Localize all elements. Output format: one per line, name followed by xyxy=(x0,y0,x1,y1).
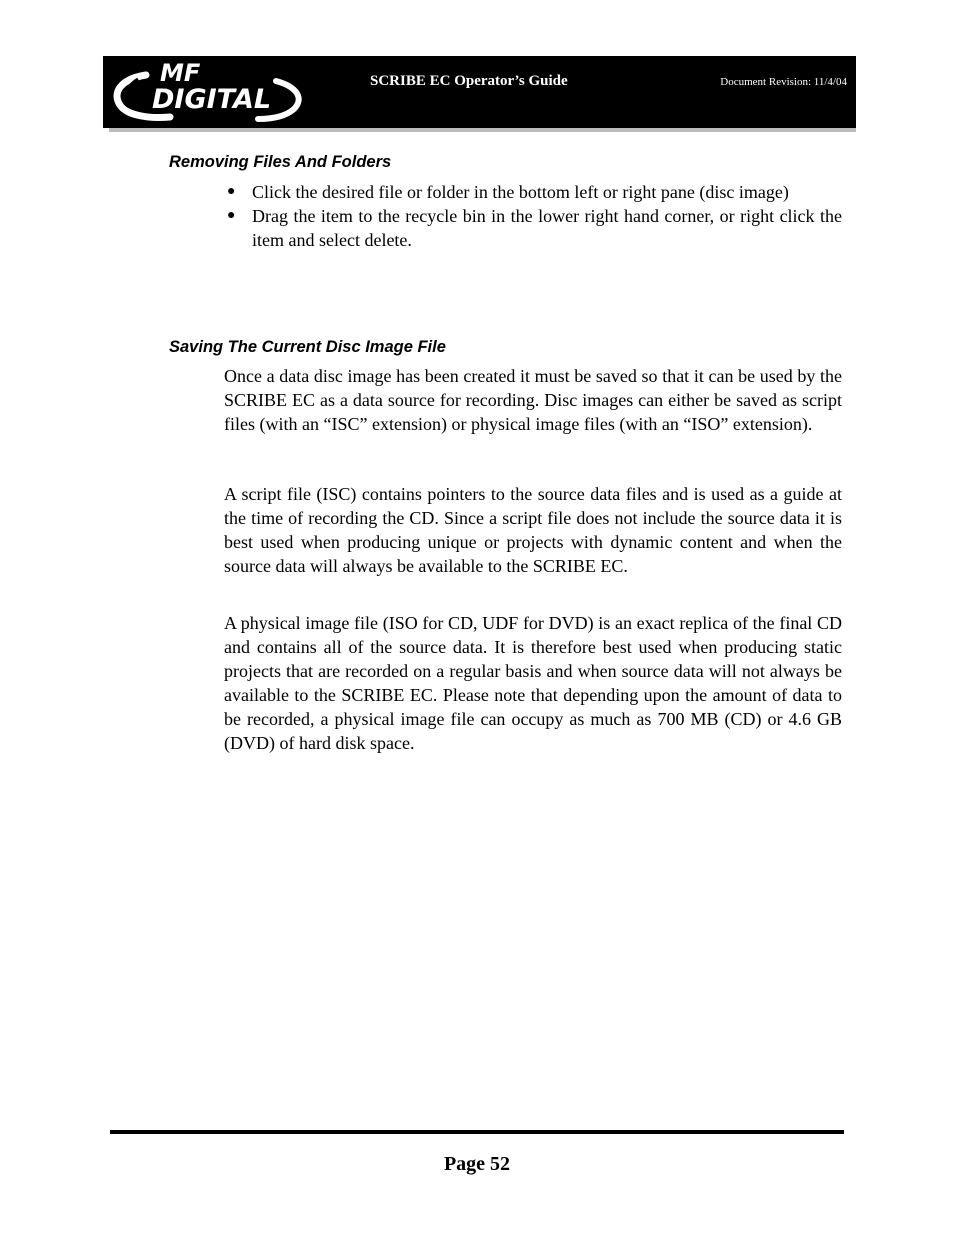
document-title: SCRIBE EC Operator’s Guide xyxy=(370,73,568,89)
section-heading-saving-disc-image: Saving The Current Disc Image File xyxy=(169,338,446,356)
footer-rule xyxy=(110,1130,844,1134)
list-item xyxy=(222,204,842,252)
logo-text-digital: DIGITAL xyxy=(152,84,272,115)
bullet-icon: ● xyxy=(227,184,236,199)
paragraph: A script file (ISC) contains pointers to the source data files and is used as a guide at the time of recording the CD. Since a script file does not include the source data it is best used when producing unique or projects with dynamic content and when the source data will always be available to the SCRIBE EC. xyxy=(224,484,842,576)
mf-digital-logo xyxy=(108,57,309,127)
list-item-text: Drag the item to the recycle bin in the lower right hand corner, or right click the item and select delete. xyxy=(252,206,842,250)
bullet-icon: ● xyxy=(227,208,236,223)
paragraph: A physical image file (ISO for CD, UDF for DVD) is an exact replica of the final CD and contains all of the source data. It is therefore best used when producing static projects that are recorded on a regular basis and when source data will not always be available to the SCRIBE EC. Please note that depending upon the amount of data to be recorded, a physical image file can occupy as much as 700 MB (CD) or 4.6 GB (DVD) of hard disk space. xyxy=(224,613,842,753)
document-revision: Document Revision: 11/4/04 xyxy=(720,76,847,88)
logo-swoosh-icon xyxy=(108,57,309,127)
logo-text-mf: MF xyxy=(160,59,201,87)
list-item-text: Click the desired file or folder in the bottom left or right pane (disc image) xyxy=(252,182,789,202)
page-number: Page 52 xyxy=(443,1153,511,1175)
section-heading-removing-files: Removing Files And Folders xyxy=(169,153,392,171)
removing-files-steps xyxy=(222,180,842,252)
paragraph: Once a data disc image has been created it must be saved so that it can be used by the SCRIBE EC as a data source for recording. Disc images can either be saved as script files (with an “ISC” extension) or physical image files (with an “ISO” extension). xyxy=(224,366,842,434)
list-item xyxy=(222,180,842,204)
page-header xyxy=(103,56,856,128)
